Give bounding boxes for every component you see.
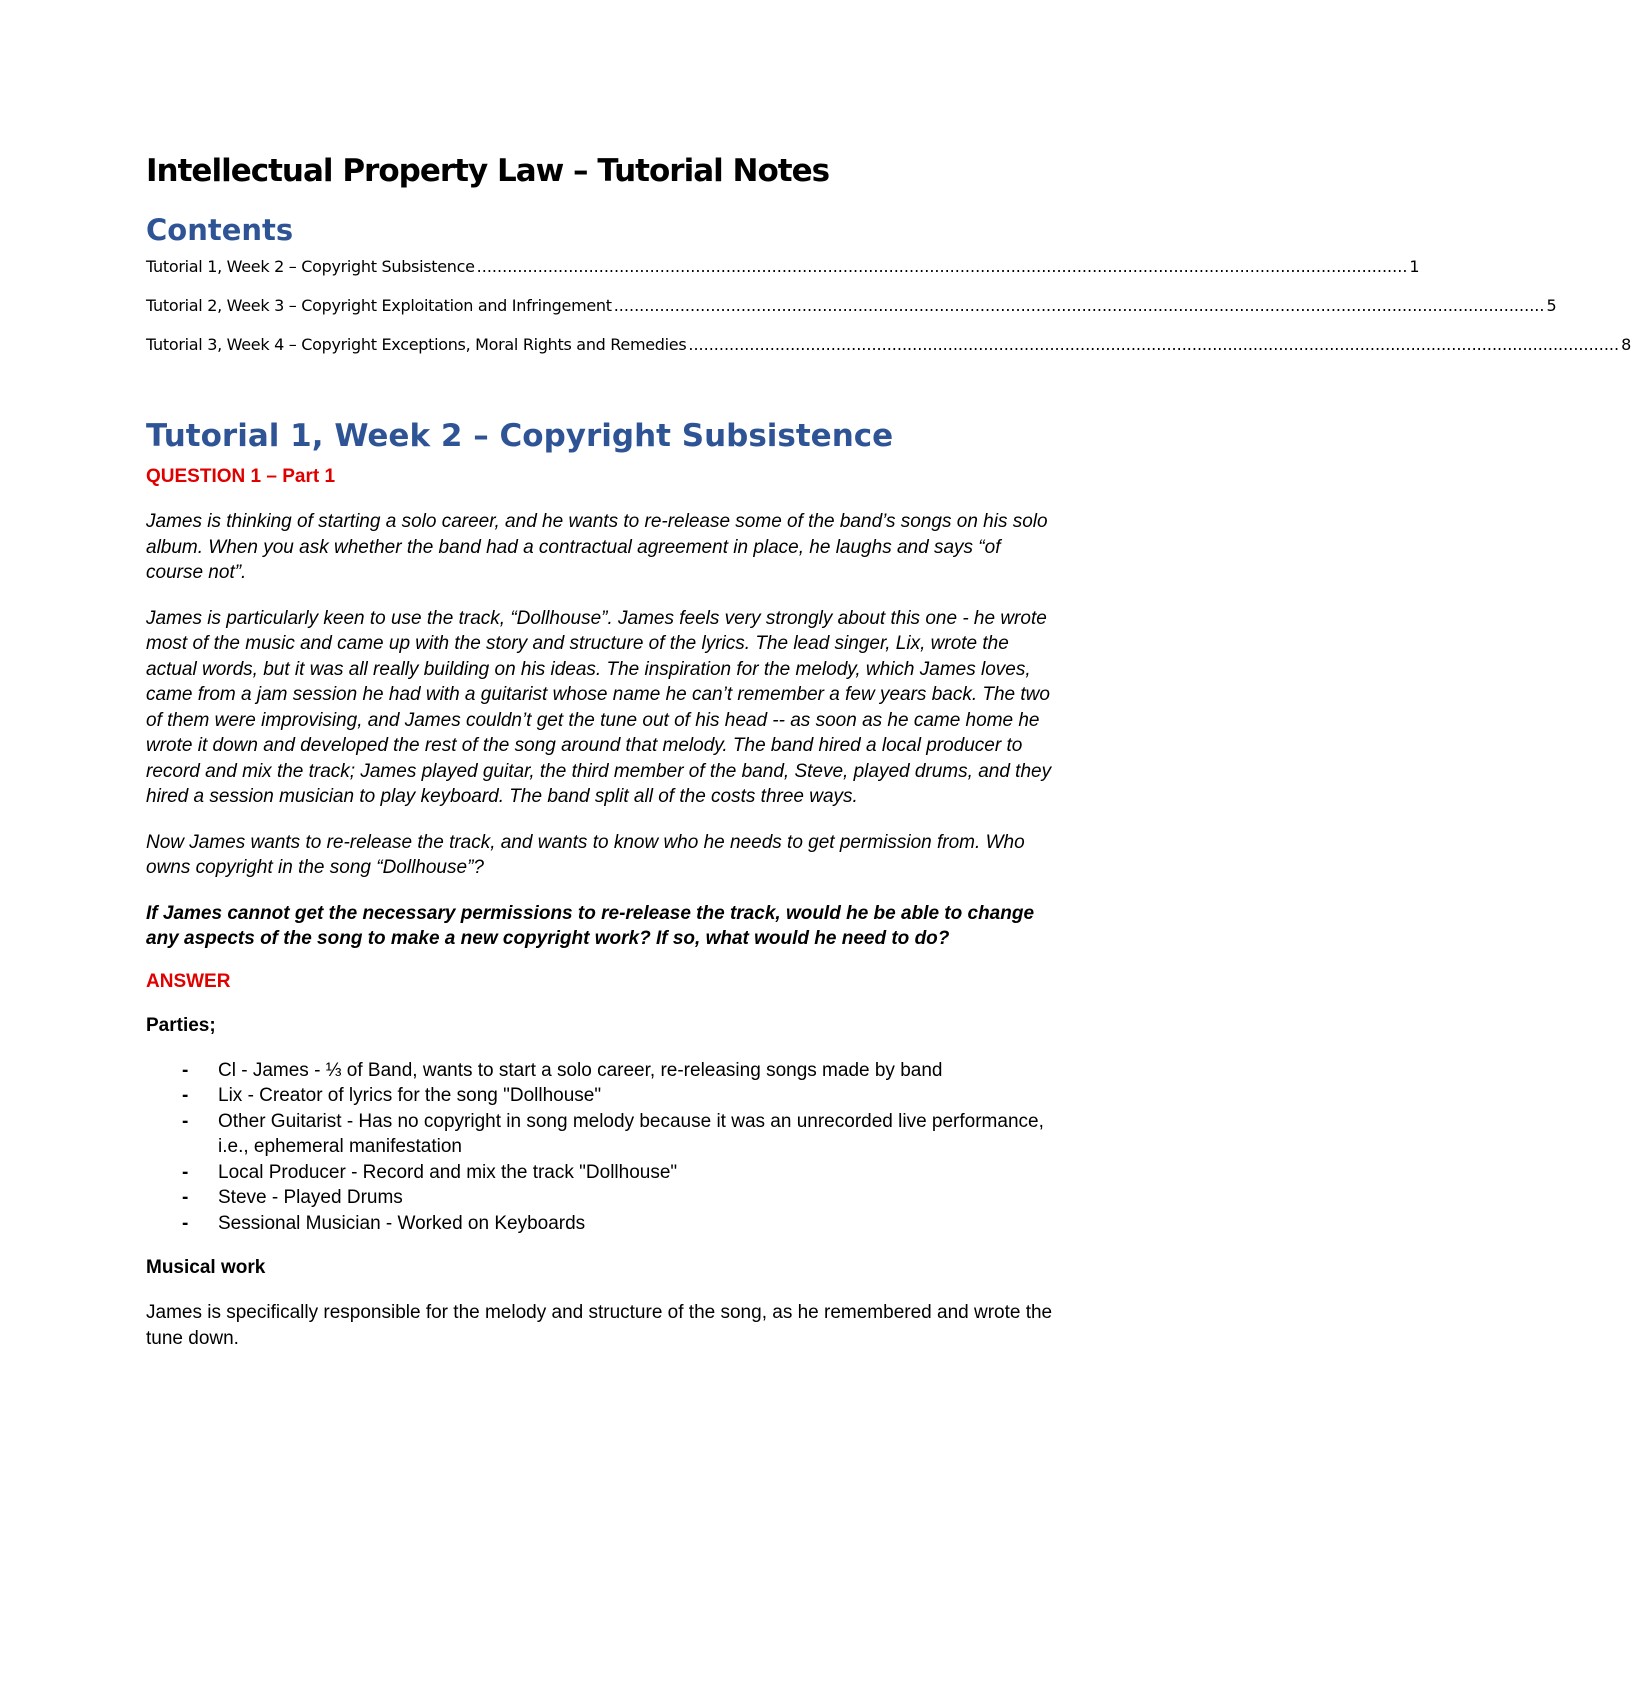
list-item	[146, 1083, 1058, 1109]
toc-leader-dots: .......................................................................................................................................................................................	[476, 257, 1408, 276]
bullet-dash: -	[182, 1212, 189, 1234]
bold-question: If James cannot get the necessary permissions to re-release the track, would he be able to change any aspects of the song to make a new copyright work? If so, what would he need to do?	[146, 902, 1035, 949]
bullet-dash: -	[182, 1059, 189, 1081]
list-item-text: Other Guitarist - Has no copyright in song melody because it was an unrecorded live performance, i.e., ephemeral manifestation	[218, 1110, 1044, 1157]
toc-leader-dots: .......................................................................................................................................................................................	[688, 335, 1620, 354]
toc-entry-label[interactable]: Tutorial 3, Week 4 – Copyright Exceptions, Moral Rights and Remedies	[146, 335, 687, 354]
bullet-dash: -	[182, 1110, 189, 1132]
parties-list	[146, 1058, 1058, 1237]
question-paragraph: Now James wants to re-release the track, and wants to know who he needs to get permission from. Who owns copyright in the song “Dollhouse”?	[146, 831, 1025, 878]
list-item	[146, 1058, 1058, 1084]
list-item-text: Lix - Creator of lyrics for the song "Dollhouse"	[218, 1085, 602, 1106]
page-content	[146, 150, 1631, 1351]
toc-entry[interactable]	[146, 254, 1420, 293]
section-heading: Tutorial 1, Week 2 – Copyright Subsistence	[146, 418, 894, 454]
toc-entry-page[interactable]: 5	[1546, 296, 1557, 315]
toc-entry-page[interactable]: 1	[1409, 257, 1420, 276]
bullet-dash: -	[182, 1161, 189, 1183]
toc-entry-page[interactable]: 8	[1621, 335, 1631, 354]
document-title: Intellectual Property Law – Tutorial Notes	[146, 153, 830, 189]
bullet-dash: -	[182, 1187, 189, 1208]
list-item	[146, 1211, 1058, 1237]
question-label: QUESTION 1 – Part 1	[146, 466, 336, 487]
list-item-text: Local Producer - Record and mix the track "Dollhouse"	[218, 1161, 678, 1183]
musical-work-paragraph: James is specifically responsible for the melody and structure of the song, as he remembered and wrote the tune down.	[146, 1302, 1053, 1349]
musical-work-label: Musical work	[146, 1257, 266, 1278]
toc-entry-label[interactable]: Tutorial 1, Week 2 – Copyright Subsistence	[146, 257, 475, 276]
list-item	[146, 1160, 1058, 1186]
question-paragraph: James is particularly keen to use the track, “Dollhouse”. James feels very strongly about this one - he wrote most of the music and came up with the story and structure of the lyrics. The lead singer, Lix, wrote the actual words, but it was all really building on his ideas. The inspiration for the melody, which James loves, came from a jam session he had with a guitarist whose name he can’t remember a few years back. The two of them were improvising, and James couldn’t get the tune out of his head -- as soon as he came home he wrote it down and developed the rest of the song around that melody. The band hired a local producer to record and mix the track; James played guitar, the third member of the band, Steve, played drums, and they hired a session musician to play keyboard. The band split all of the costs three ways.	[146, 607, 1052, 807]
table-of-contents	[146, 254, 1631, 371]
list-item-text: Sessional Musician - Worked on Keyboards	[218, 1212, 586, 1234]
list-item	[146, 1185, 1058, 1211]
parties-label: Parties;	[146, 1014, 216, 1036]
question-paragraph: James is thinking of starting a solo career, and he wants to re-release some of the band’s songs on his solo album. When you ask whether the band had a contractual agreement in place, he laughs and says “of course not”.	[146, 511, 1048, 583]
list-item-text: Cl - James - ⅓ of Band, wants to start a solo career, re-releasing songs made by band	[218, 1059, 943, 1081]
list-item-text: Steve - Played Drums	[218, 1187, 403, 1208]
answer-label: ANSWER	[146, 970, 231, 992]
toc-entry[interactable]	[146, 332, 1631, 371]
bullet-dash: -	[182, 1085, 189, 1106]
toc-entry[interactable]	[146, 293, 1557, 332]
toc-leader-dots: .......................................................................................................................................................................................	[613, 296, 1545, 315]
toc-entry-label[interactable]: Tutorial 2, Week 3 – Copyright Exploitation and Infringement	[146, 296, 612, 315]
contents-heading: Contents	[146, 213, 294, 247]
list-item	[146, 1109, 1058, 1160]
